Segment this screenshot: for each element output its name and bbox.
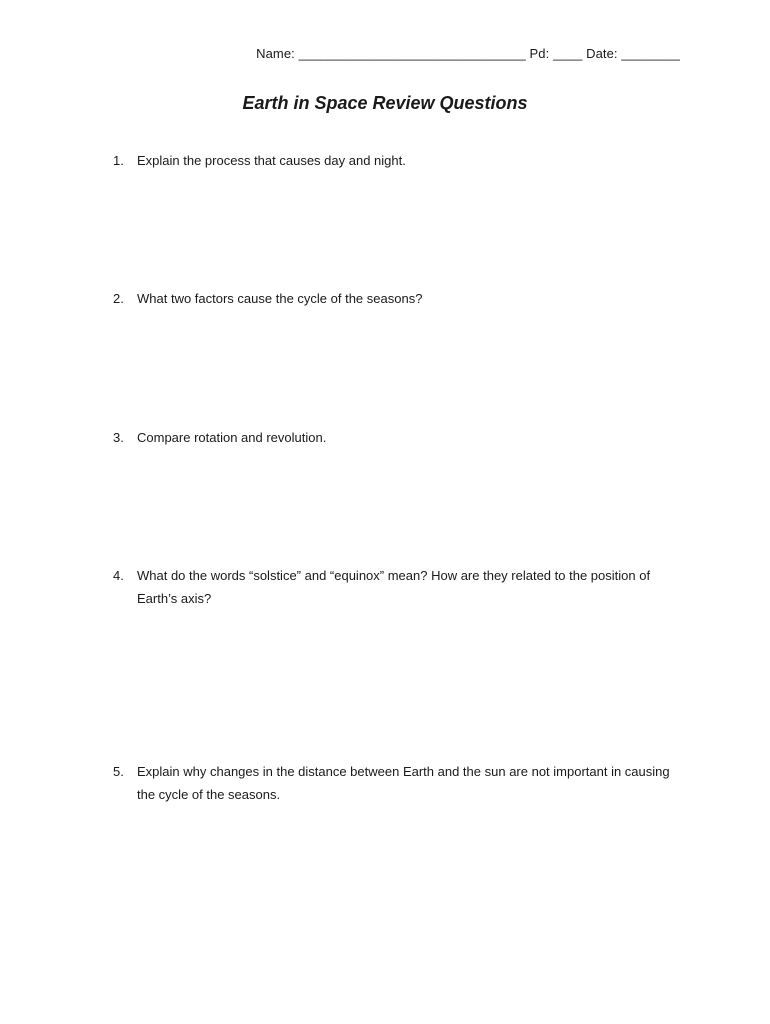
question-number: 3. [113,430,124,445]
question-item [113,287,673,310]
question-text: Explain why changes in the distance between Earth and the sun are not important in causing the cycle of the seasons. [137,764,670,802]
question-text: What do the words “solstice” and “equinox” mean? How are they related to the position of Earth’s axis? [137,568,651,606]
question-item [113,760,673,806]
question-number: 5. [113,764,124,779]
question-item [113,149,673,172]
question-number: 2. [113,291,124,306]
question-text: Explain the process that causes day and night. [137,153,406,168]
name-period-date-line: Name: _______________________________ Pd: ____ Date: ________ [256,46,680,61]
question-text: What two factors cause the cycle of the seasons? [137,291,423,306]
question-text: Compare rotation and revolution. [137,430,327,445]
question-number: 1. [113,153,124,168]
question-item [113,564,673,610]
question-item [113,426,673,449]
question-number: 4. [113,568,124,583]
page-title: Earth in Space Review Questions [242,93,528,113]
